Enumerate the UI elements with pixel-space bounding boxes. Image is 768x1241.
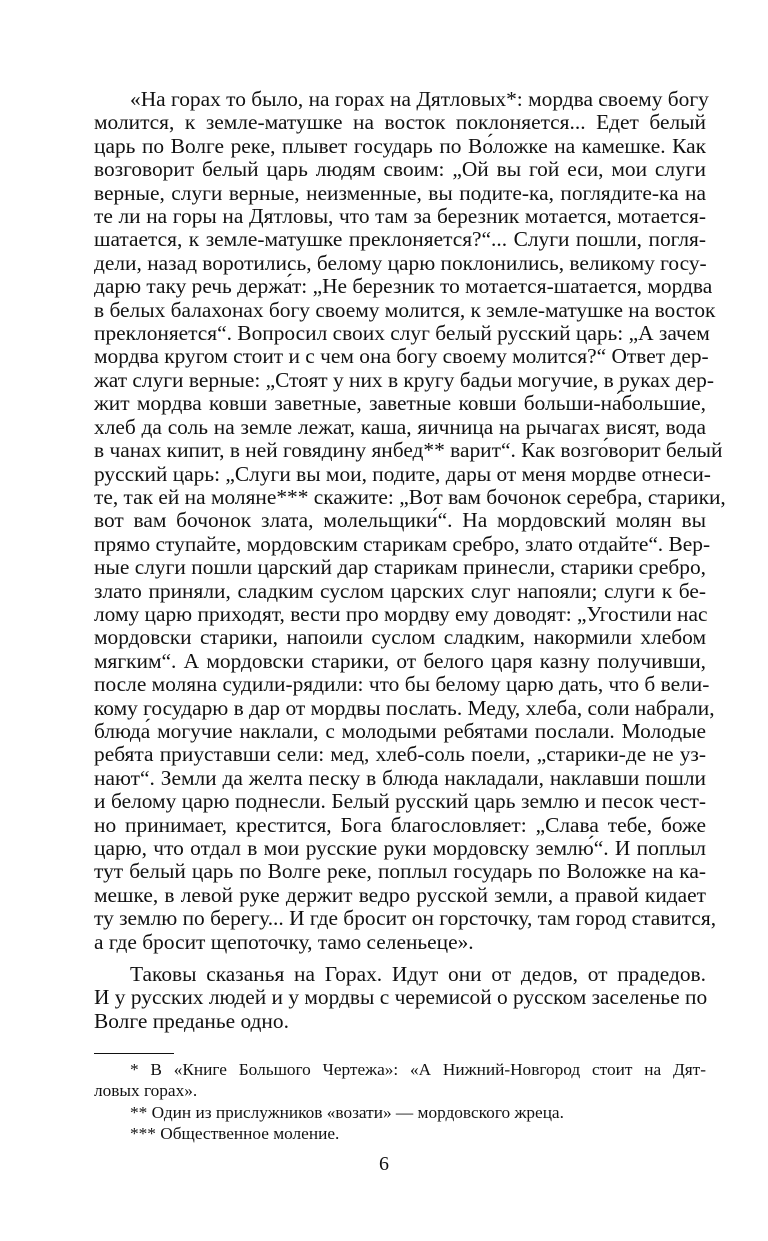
text-line: злато приняли, сладким суслом царских слуг напояли; слуги к бе-	[94, 578, 706, 603]
text-line: после моляна судили-рядили: что бы белому царю дать, что б вели-	[94, 672, 710, 697]
text-line: блюда́ могучие наклали, с молодыми ребятами послали. Молодые	[94, 718, 706, 743]
text-line: Таковы сказанья на Горах. Идут они от дедов, от прадедов.	[130, 962, 706, 987]
text-line: И у русских людей и у мордвы с черемисой о русском заселенье по	[94, 985, 708, 1010]
footnote-divider	[94, 1053, 174, 1054]
text-line: жит мордва ковши заветные, заветные ковши больши-на́большие,	[94, 391, 706, 416]
paragraph-2	[94, 963, 706, 1033]
text-line: в чанах кипит, в ней говядину янбед** варит“. Как возго́ворит белый	[94, 438, 723, 463]
text-line: дарю таку речь держа́т: „Не березник то мотается-шатается, мордва	[94, 274, 713, 299]
text-line: русский царь: „Слуги вы мои, подите, дары от меня мордве отнеси-	[94, 461, 711, 486]
text-line: но принимает, крестится, Бога благословляет: „Слава тебе, боже	[94, 812, 706, 837]
text-line: вот вам бочонок злата, молельщики́“. На мордовский молян вы	[94, 508, 706, 533]
footnote-line: ** Один из прислужников «возати» — мордовского жреца.	[130, 1102, 564, 1122]
text-line: царю, что отдал в мои русские руки мордовску землю́“. И поплыл	[94, 836, 706, 860]
page-number: 6	[379, 1153, 389, 1175]
main-text	[94, 87, 726, 1033]
footnote-line: *** Общественное моление.	[130, 1124, 340, 1144]
text-line: кому государю в дар от мордвы послать. Меду, хлеба, соли набрали,	[94, 695, 715, 720]
text-line: те, так ей на моляне*** скажите: „Вот вам бочонок серебра, старики,	[94, 484, 726, 509]
footnote-1	[94, 1059, 706, 1102]
text-line: верные, слуги верные, неизменные, вы подите-ка, поглядите-ка на	[94, 180, 706, 205]
text-line: тут белый царь по Волге реке, поплыл государь по Воложке на ка-	[94, 859, 706, 884]
paragraph-1	[94, 87, 726, 954]
footnote-3	[94, 1123, 706, 1144]
footnote-2	[94, 1102, 706, 1123]
text-line: ту землю по берегу... И где бросит он горсточку, там город ставится,	[94, 906, 717, 931]
text-line: жат слуги верные: „Стоят у них в кругу бадьи могучие, в руках дер-	[94, 367, 714, 392]
text-line: Волге преданье одно.	[94, 1008, 289, 1033]
text-line: те ли на горы на Дятловы, что там за березник мотается, мотается-	[94, 204, 706, 229]
footnotes	[94, 1059, 706, 1145]
text-line: в белых балахонах богу своему молится, к земле-матушке на восток	[94, 297, 716, 322]
text-line: хлеб да соль на земле лежат, каша, яичница на рычагах висят, вода	[94, 414, 706, 439]
text-line: лому царю приходят, вести про мордву ему доводят: „Угостили нас	[94, 601, 708, 626]
footnote-line: ловых горах».	[94, 1081, 198, 1101]
text-line: нают“. Земли да желта песку в блюда накладали, наклавши пошли	[94, 765, 706, 790]
text-line: царь по Волге реке, плывет государь по Во́ложке на камешке. Как	[94, 133, 706, 158]
text-line: мордовски старики, напоили суслом сладким, накормили хлебом	[94, 625, 706, 650]
text-line: ные слуги пошли царский дар старикам принесли, старики сребро,	[94, 555, 706, 580]
text-line: дели, назад воротились, белому царю поклонились, великому госу-	[94, 250, 707, 275]
text-line: мешке, в левой руке держит ведро русской земли, а правой кидает	[94, 882, 706, 907]
text-line: прямо ступайте, мордовским старикам сребро, злато отдайте“. Вер-	[94, 531, 711, 556]
text-line: преклоняется“. Вопросил своих слуг белый русский царь: „А зачем	[94, 321, 710, 346]
text-line: и белому царю поднесли. Белый русский царь землю и песок чест-	[94, 789, 706, 814]
footnote-line: * В «Книге Большого Чертежа»: «А Нижний-Новгород стоит на Дят-	[130, 1060, 706, 1079]
text-line: мягким“. А мордовски старики, от белого царя казну получивши,	[94, 648, 706, 673]
text-line: возговорит белый царь людям своим: „Ой вы гой еси, мои слуги	[94, 157, 706, 182]
text-line: а где бросит щепоточку, тамо селеньеце».	[94, 929, 474, 954]
text-line: шатается, к земле-матушке преклоняется?“... Слуги пошли, погля-	[94, 227, 706, 252]
text-line: ребята приуставши сели: мед, хлеб-соль поели, „старики-де не уз-	[94, 742, 706, 767]
text-line: мордва кругом стоит и с чем она богу своему молится?“ Ответ дер-	[94, 344, 709, 369]
text-line: «На горах то было, на горах на Дятловых*: мордва своему богу	[130, 87, 709, 111]
text-line: молится, к земле-матушке на восток поклоняется... Едет белый	[94, 110, 706, 135]
